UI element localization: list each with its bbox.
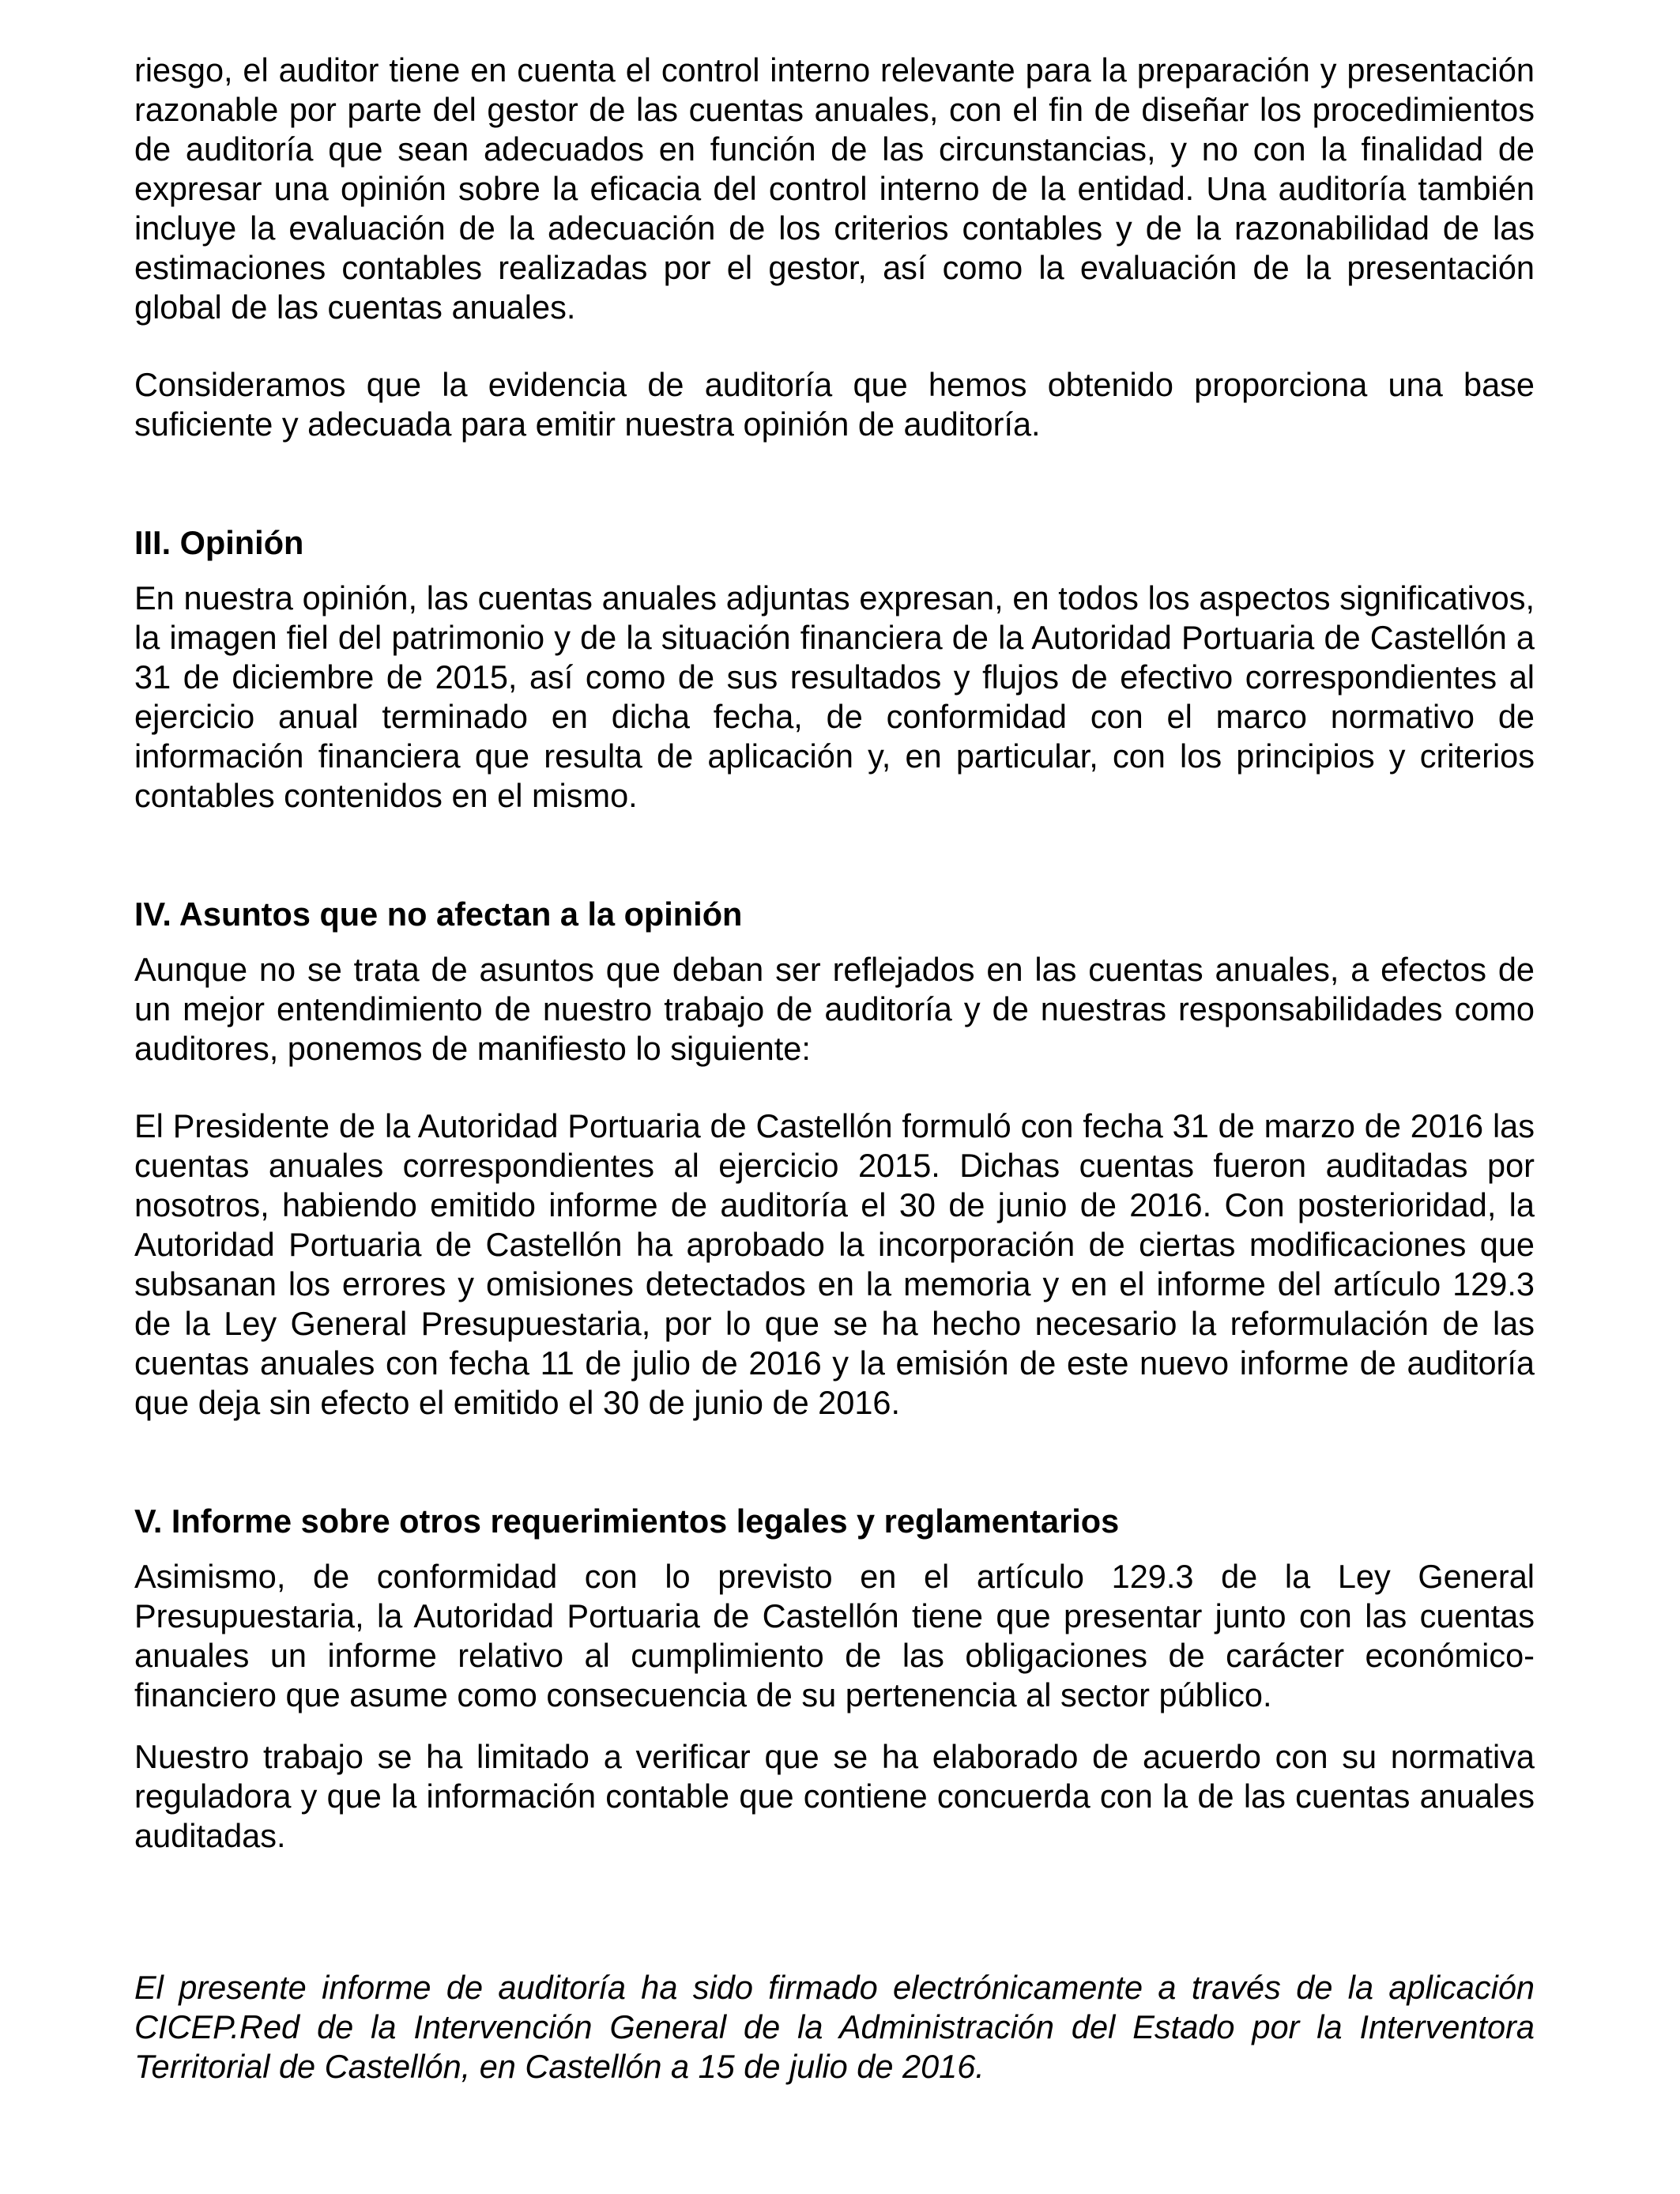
paragraph-audit-evidence: Consideramos que la evidencia de auditoría que hemos obtenido proporciona una base suficiente y adecuada para emitir nuestra opinión de auditoría. [134,366,1535,443]
heading-opinion: III. Opinión [134,524,304,561]
paragraph-matters-reformulation: El Presidente de la Autoridad Portuaria de Castellón formuló con fecha 31 de marzo de 2016 las cuentas anuales correspondientes al ejercicio 2015. Dichas cuentas fueron auditadas por nosotros, habiendo emitido informe de auditoría el 30 de junio de 2016. Con posterioridad, la Autoridad Portuaria de Castellón ha aprobado la incorporación de ciertas modificaciones que subsanan los errores y omisiones detectados en la memoria y en el informe del artículo 129.3 de la Ley General Presupuestaria, por lo que se ha hecho necesario la reformulación de las cuentas anuales con fecha 11 de julio de 2016 y la emisión de este nuevo informe de auditoría que deja sin efecto el emitido el 30 de junio de 2016. [134,1107,1535,1421]
heading-matters-not-affecting-opinion: IV. Asuntos que no afectan a la opinión [134,895,743,933]
paragraph-matters-intro: Aunque no se trata de asuntos que deban ser reflejados en las cuentas anuales, a efectos de un mejor entendimiento de nuestro trabajo de auditoría y de nuestras responsabilidades como auditores, ponemos de manifiesto lo siguiente: [134,951,1535,1067]
paragraph-audit-procedures: riesgo, el auditor tiene en cuenta el control interno relevante para la preparación y presentación razonable por parte del gestor de las cuentas anuales, con el fin de diseñar los procedimientos de auditoría que sean adecuados en función de las circunstancias, y no con la finalidad de expresar una opinión sobre la eficacia del control interno de la entidad. Una auditoría también incluye la evaluación de la adecuación de los criterios contables y de la razonabilidad de las estimaciones contables realizadas por el gestor, así como la evaluación de la presentación global de las cuentas anuales. [134,51,1535,326]
closing-signature-statement: El presente informe de auditoría ha sido firmado electrónicamente a través de la aplicación CICEP.Red de la Intervención General de la Administración del Estado por la Interventora Territorial de Castellón, en Castellón a 15 de julio de 2016. [134,1969,1535,2085]
paragraph-work-scope: Nuestro trabajo se ha limitado a verificar que se ha elaborado de acuerdo con su normativa reguladora y que la información contable que contiene concuerda con la de las cuentas anuales auditadas. [134,1738,1535,1854]
heading-legal-requirements: V. Informe sobre otros requerimientos legales y reglamentarios [134,1502,1120,1540]
document-page [134,51,1535,2087]
paragraph-opinion: En nuestra opinión, las cuentas anuales adjuntas expresan, en todos los aspectos significativos, la imagen fiel del patrimonio y de la situación financiera de la Autoridad Portuaria de Castellón a 31 de diciembre de 2015, así como de sus resultados y flujos de efectivo correspondientes al ejercicio anual terminado en dicha fecha, de conformidad con el marco normativo de información financiera que resulta de aplicación y, en particular, con los principios y criterios contables contenidos en el mismo. [134,579,1535,814]
paragraph-legal-requirements: Asimismo, de conformidad con lo previsto en el artículo 129.3 de la Ley General Presupuestaria, la Autoridad Portuaria de Castellón tiene que presentar junto con las cuentas anuales un informe relativo al cumplimiento de las obligaciones de carácter económico-financiero que asume como consecuencia de su pertenencia al sector público. [134,1558,1535,1713]
